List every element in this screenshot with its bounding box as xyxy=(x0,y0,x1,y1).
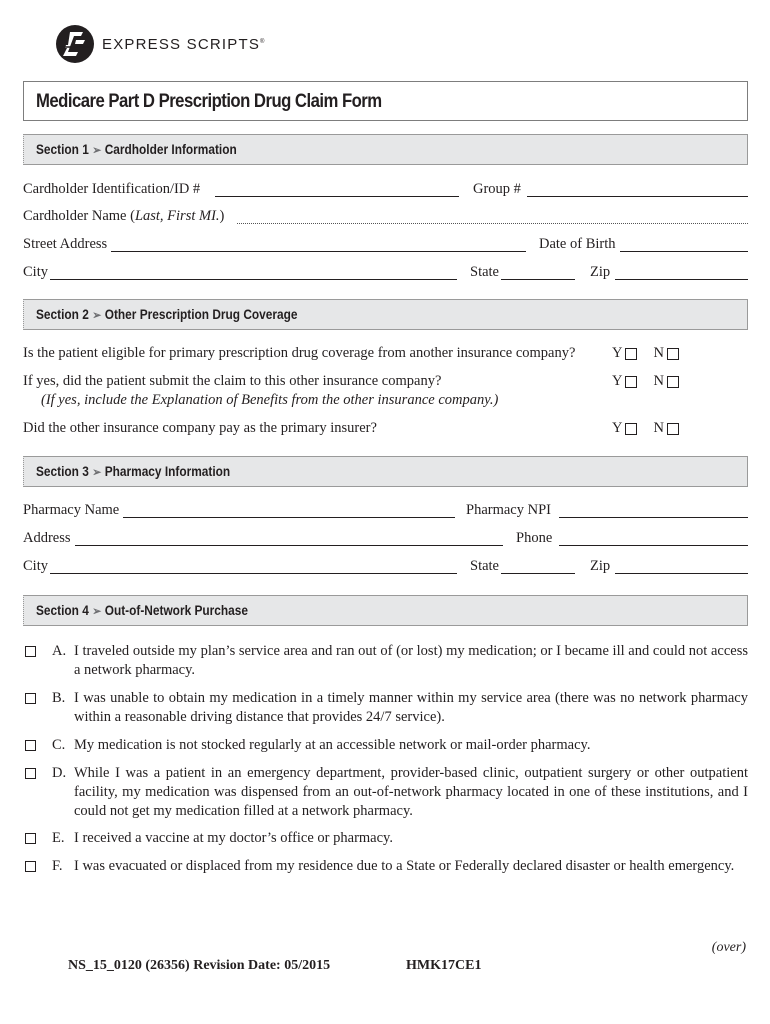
over-note: (over) xyxy=(711,940,746,955)
question-submitted-yn xyxy=(612,373,679,390)
option-a-checkbox[interactable] xyxy=(25,646,36,657)
option-letter: A. xyxy=(52,643,67,659)
question-text: Is the patient eligible for primary prescription drug coverage from another insurance company? xyxy=(23,345,576,361)
option-f-checkbox[interactable] xyxy=(25,861,36,872)
city-label: City xyxy=(23,558,48,574)
brand-name: EXPRESS SCRIPTS® xyxy=(102,35,266,53)
date-of-birth-label: Date of Birth xyxy=(539,236,616,252)
section-4-header xyxy=(23,595,748,626)
option-letter: B. xyxy=(52,690,66,706)
pharmacy-name-row xyxy=(23,502,748,520)
option-letter: D. xyxy=(52,765,67,781)
question-eligible xyxy=(23,345,575,362)
city-label: City xyxy=(23,264,48,280)
question-paid-primary-yn xyxy=(612,420,679,437)
option-c xyxy=(23,736,748,755)
street-address-label: Street Address xyxy=(23,236,108,252)
option-text: My medication is not stocked regularly at an accessible network or mail-order pharmacy. xyxy=(74,737,591,753)
no-checkbox[interactable] xyxy=(667,423,679,435)
cardholder-name-field[interactable] xyxy=(237,223,748,224)
street-address-row xyxy=(23,236,748,254)
form-title: Medicare Part D Prescription Drug Claim Form xyxy=(36,91,382,112)
section-number: Section 2 xyxy=(36,307,89,322)
express-scripts-logo-icon xyxy=(56,25,94,63)
arrow-right-icon: ➢ xyxy=(92,307,102,322)
question-submitted xyxy=(23,373,498,409)
question-note: (If yes, include the Explanation of Benefits from the other insurance company.) xyxy=(41,392,499,408)
option-text: While I was a patient in an emergency department, provider-based clinic, outpatient surgery or other outpatient facility, my medication was dispensed from an out-of-network pharmacy located in one of these institutions, and I could not get my medication filled at a network pharmacy. xyxy=(74,765,748,819)
pharmacy-city-field[interactable] xyxy=(50,573,457,574)
option-letter: C. xyxy=(52,737,66,753)
option-text: I traveled outside my plan’s service area and ran out of (or lost) my medication; or I became ill and could not access a network pharmacy. xyxy=(74,643,748,678)
yes-label: Y xyxy=(612,373,623,389)
cardholder-id-label: Cardholder Identification/ID # xyxy=(23,181,201,197)
pharmacy-address-label: Address xyxy=(23,530,71,546)
yes-label: Y xyxy=(612,420,623,436)
street-address-field[interactable] xyxy=(111,251,526,252)
form-id: NS_15_0120 (26356) Revision Date: 05/2015 xyxy=(68,958,331,973)
section-number: Section 4 xyxy=(36,603,89,618)
option-d xyxy=(23,764,748,821)
group-field[interactable] xyxy=(527,196,748,197)
question-eligible-yn xyxy=(612,345,679,362)
question-text: Did the other insurance company pay as the primary insurer? xyxy=(23,420,377,436)
form-title-box xyxy=(23,81,748,121)
section-number: Section 1 xyxy=(36,142,89,157)
pharmacy-name-label: Pharmacy Name xyxy=(23,502,120,518)
section-2-header xyxy=(23,299,748,330)
question-paid-primary xyxy=(23,420,377,437)
zip-field[interactable] xyxy=(615,279,748,280)
option-b-checkbox[interactable] xyxy=(25,693,36,704)
no-label: N xyxy=(653,345,664,361)
pharmacy-address-field[interactable] xyxy=(75,545,503,546)
date-of-birth-field[interactable] xyxy=(620,251,748,252)
cardholder-id-field[interactable] xyxy=(215,196,459,197)
pharmacy-zip-field[interactable] xyxy=(615,573,748,574)
phone-field[interactable] xyxy=(559,545,748,546)
question-text: If yes, did the patient submit the claim to this other insurance company? xyxy=(23,373,442,389)
section-title: Other Prescription Drug Coverage xyxy=(104,307,298,322)
section-1-header xyxy=(23,134,748,165)
cardholder-id-row xyxy=(23,181,748,199)
section-title: Cardholder Information xyxy=(104,142,237,157)
pharmacy-npi-field[interactable] xyxy=(559,517,748,518)
zip-label: Zip xyxy=(590,264,611,280)
no-checkbox[interactable] xyxy=(667,376,679,388)
no-label: N xyxy=(653,373,664,389)
option-letter: E. xyxy=(52,830,65,846)
pharmacy-npi-label: Pharmacy NPI xyxy=(466,502,551,518)
state-label: State xyxy=(470,264,499,280)
option-text: I received a vaccine at my doctor’s office or pharmacy. xyxy=(74,830,393,846)
section-title: Pharmacy Information xyxy=(104,464,231,479)
arrow-right-icon: ➢ xyxy=(92,142,102,157)
pharmacy-address-row xyxy=(23,530,748,548)
option-e-checkbox[interactable] xyxy=(25,833,36,844)
section-3-header xyxy=(23,456,748,487)
no-checkbox[interactable] xyxy=(667,348,679,360)
group-label: Group # xyxy=(473,181,521,197)
arrow-right-icon: ➢ xyxy=(92,464,102,479)
option-text: I was unable to obtain my medication in a timely manner within my service area (there was no network pharmacy within a reasonable driving distance that provides 24/7 service). xyxy=(74,690,748,725)
option-e xyxy=(23,829,748,848)
pharmacy-city-state-zip-row xyxy=(23,558,748,576)
option-f xyxy=(23,857,748,876)
zip-label: Zip xyxy=(590,558,611,574)
express-scripts-logo xyxy=(56,24,266,64)
option-a xyxy=(23,642,748,680)
option-text: I was evacuated or displaced from my residence due to a State or Federally declared disaster or health emergency. xyxy=(74,858,735,874)
pharmacy-name-field[interactable] xyxy=(123,517,455,518)
city-state-zip-row xyxy=(23,264,748,282)
yes-label: Y xyxy=(612,345,623,361)
city-field[interactable] xyxy=(50,279,457,280)
cardholder-name-row xyxy=(23,208,748,226)
phone-label: Phone xyxy=(516,530,553,546)
yes-checkbox[interactable] xyxy=(625,423,637,435)
option-c-checkbox[interactable] xyxy=(25,740,36,751)
form-code: HMK17CE1 xyxy=(406,958,482,973)
yes-checkbox[interactable] xyxy=(625,348,637,360)
option-d-checkbox[interactable] xyxy=(25,768,36,779)
option-b xyxy=(23,689,748,727)
option-letter: F. xyxy=(52,858,63,874)
yes-checkbox[interactable] xyxy=(625,376,637,388)
state-field[interactable] xyxy=(501,279,575,280)
section-title: Out-of-Network Purchase xyxy=(104,603,248,618)
section-number: Section 3 xyxy=(36,464,89,479)
no-label: N xyxy=(653,420,664,436)
pharmacy-state-field[interactable] xyxy=(501,573,575,574)
cardholder-name-label: Cardholder Name (Last, First MI.) xyxy=(23,208,225,224)
arrow-right-icon: ➢ xyxy=(92,603,102,618)
state-label: State xyxy=(470,558,499,574)
